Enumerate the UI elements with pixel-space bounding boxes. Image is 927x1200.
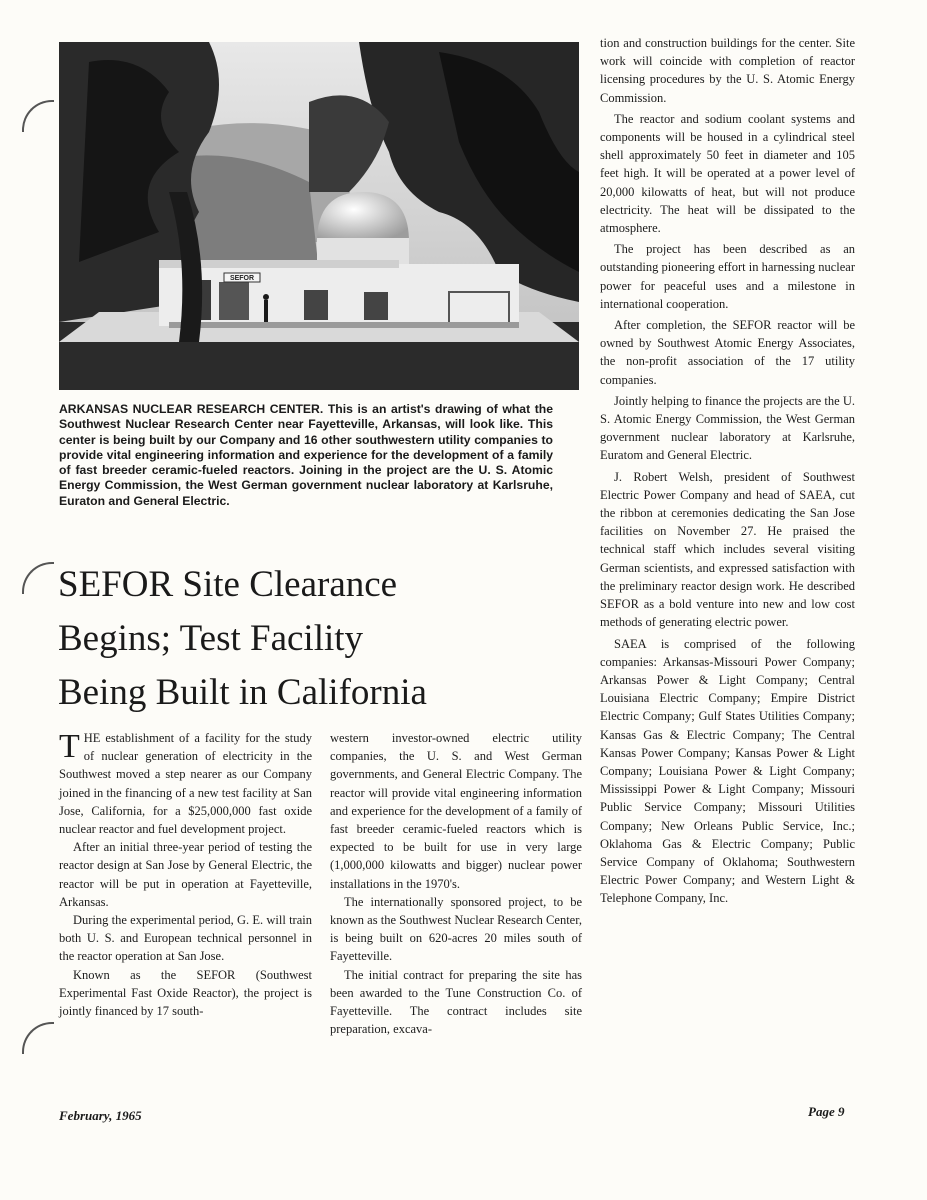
footer-date: February, 1965 xyxy=(59,1108,142,1123)
article-paragraph: After completion, the SEFOR reactor will be owned by Southwest Atomic Energy Associates, the non-profit association of the 17 utility companies. xyxy=(600,318,855,387)
article-paragraph xyxy=(59,729,312,838)
article-paragraph: The initial contract for preparing the site has been awarded to the Tune Construction Co. of Fayetteville. The contract includes site preparation, excava- xyxy=(330,967,582,1037)
drop-cap: T xyxy=(59,728,80,765)
caption-body: This is an artist's drawing of what the Southwest Nuclear Research Center near Fayetteville, Arkansas, will look like. This center is being built by our Company and 16 other southwestern utility companies to provide vital engineering information and experience for the development of a family of fast breeder ceramic-fueled reactors. Joining in the project are the U. S. Atomic Energy Commission, the West German government nuclear laboratory at Karlsruhe, Euraton and General Electric. xyxy=(59,402,553,508)
article-paragraph: Jointly helping to finance the projects are the U. S. Atomic Energy Commission, the West German government nuclear laboratory at Karlsruhe, Euratom and General Electric. xyxy=(600,393,855,463)
article-paragraph: tion and construction buildings for the center. Site work will coincide with completion of reactor licensing procedures by the U. S. Atomic Energy Commission. xyxy=(600,36,855,105)
article-paragraph: After an initial three-year period of testing the reactor design at San Jose by General Electric, the reactor will be put in operation at Fayetteville, Arkansas. xyxy=(59,840,312,909)
article-column-3 xyxy=(600,34,855,911)
article-paragraph: The internationally sponsored project, to be known as the Southwest Nuclear Research Center, is being built on 620-acres 20 miles south of Fayetteville. xyxy=(330,894,582,964)
article-paragraph: western investor-owned electric utility companies, the U. S. and West German governments, and General Electric Company. The reactor will provide vital engineering information and experience for the development of a family of fast breeder ceramic-fueled reactors which is expected to be built for use in very large (1,000,000 kilowatts and bigger) nuclear power installations in the 1970's. xyxy=(330,731,582,891)
facility-sign: SEFOR xyxy=(229,275,255,282)
headline-line: Being Built in California xyxy=(58,672,427,713)
binder-hole-mark xyxy=(22,1022,54,1054)
article-column-2 xyxy=(330,729,582,1038)
article-paragraph: SAEA is comprised of the following companies: Arkansas-Missouri Power Company; Arkansas Power & Light Company; Central Louisiana Electric Company; Empire District Electric Company; Gulf States Utilities Company; Kansas Gas & Electric Company; The Central Kansas Power Company; Kansas Power & Light Company; Louisiana Power & Light Company; Mississippi Power & Light Company; Missouri Public Service Company; Missouri Utilities Company; New Orleans Public Service, Inc.; Oklahoma Gas & Electric Company; Public Service Company of Oklahoma; Southwestern Electric Power Company; and Western Light & Telephone Company, Inc. xyxy=(600,636,855,906)
building-illustration-icon xyxy=(59,42,579,390)
photo-caption xyxy=(59,402,553,509)
headline-line: SEFOR Site Clearance xyxy=(58,564,398,605)
article-column-1 xyxy=(59,729,312,1020)
caption-lead: ARKANSAS NUCLEAR RESEARCH CENTER. xyxy=(59,402,324,416)
article-paragraph: The project has been described as an outstanding pioneering effort in harnessing nuclear power for peaceful uses and a milestone in international cooperation. xyxy=(600,242,855,311)
article-paragraph: The reactor and sodium coolant systems and components will be housed in a cylindrical steel shell approximately 50 feet in diameter and 105 feet high. It will be operated at a power level of 20,000 kilowatts of heat, but will not produce electricity. The heat will be dissipated to the atmosphere. xyxy=(600,111,855,236)
article-headline xyxy=(58,558,578,720)
binder-hole-mark xyxy=(22,100,54,132)
article-paragraph: During the experimental period, G. E. will train both U. S. and European technical personnel in the reactor operation at San Jose. xyxy=(59,913,312,964)
article-paragraph: Known as the SEFOR (Southwest Experimental Fast Oxide Reactor), the project is jointly financed by 17 south- xyxy=(59,967,312,1019)
paragraph-text: HE establishment of a facility for the study of nuclear generation of electricity in the Southwest moved a step nearer as our Company joined in the financing of a new test facility at San Jose, California, for a $25,000,000 fast oxide nuclear reactor and fuel development project. xyxy=(59,731,312,837)
binder-hole-mark xyxy=(22,562,54,594)
page-number: Page 9 xyxy=(808,1104,845,1119)
research-center-photo xyxy=(59,42,579,390)
headline-line: Begins; Test Facility xyxy=(58,618,364,659)
article-paragraph: J. Robert Welsh, president of Southwest Electric Power Company and head of SAEA, cut the ribbon at ceremonies dedicating the San Jose facilities on November 27. He praised the technical staff which includes several visiting German scientists, and expressed satisfaction with the preliminary reactor design work. He described SEFOR as a bold venture into new and low cost methods of generating electric power. xyxy=(600,469,855,630)
